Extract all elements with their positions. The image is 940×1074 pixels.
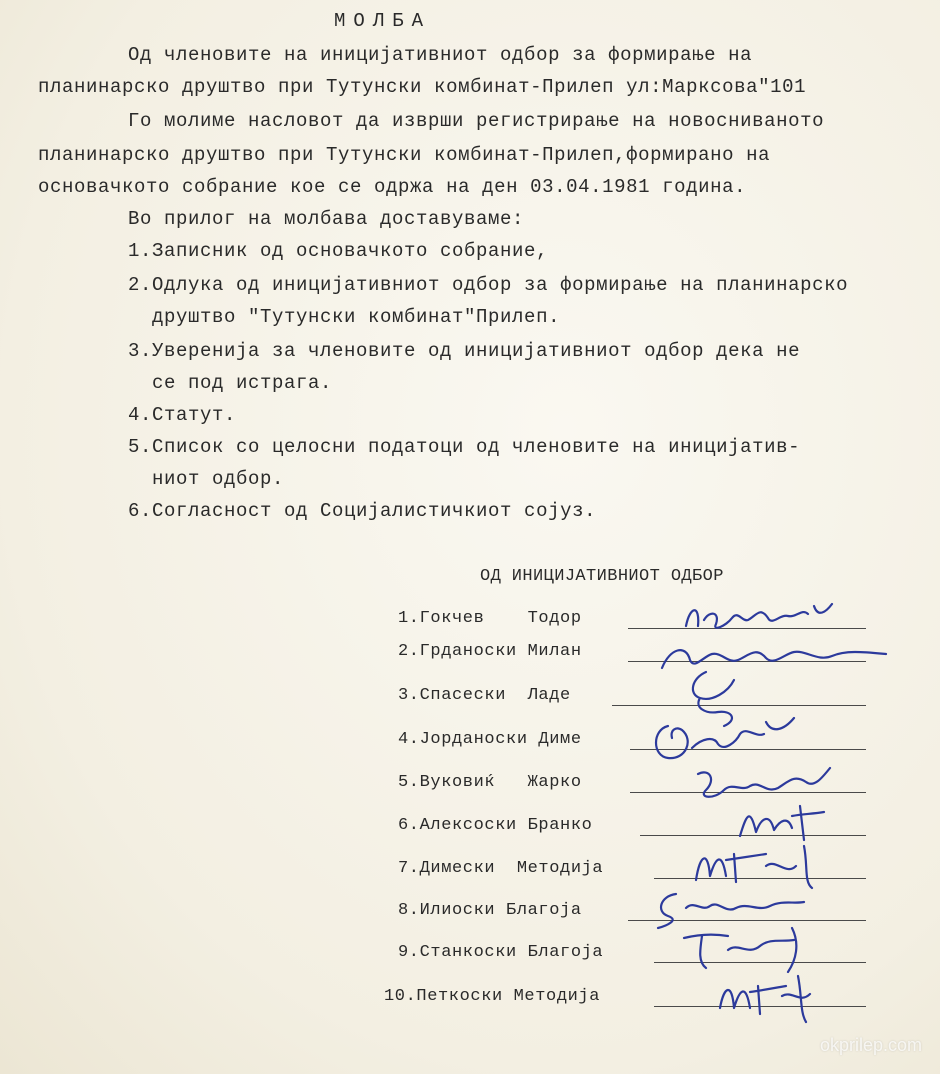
attachment-item: друштво "Тутунски комбинат"Прилеп. — [128, 306, 561, 328]
attachment-item: 5.Список со целосни податоци од членовите на иницијатив- — [128, 436, 801, 458]
member-name: 3.Спасески Ладе — [398, 686, 571, 705]
member-name: 5.Вуковиќ Жарко — [398, 773, 582, 792]
member-name: 10.Петкоски Методија — [384, 987, 601, 1006]
document-title: МОЛБА — [334, 10, 432, 32]
member-name: 8.Илиоски Благоја — [398, 901, 582, 920]
attachment-item: се под истрага. — [128, 372, 333, 394]
signature-10 — [710, 968, 830, 1028]
member-name: 6.Алексоски Бранко — [398, 816, 593, 835]
committee-heading: ОД ИНИЦИЈАТИВНИОТ ОДБОР — [480, 567, 724, 586]
member-name: 4.Јорданоски Диме — [398, 730, 582, 749]
attachment-item: 4.Статут. — [128, 404, 237, 426]
member-name: 1.Гокчев Тодор — [398, 609, 582, 628]
intro-line-6: Во прилог на молбава доставуваме: — [128, 208, 525, 230]
attachment-item: 2.Одлука од иницијативниот одбор за формирање на планинарско — [128, 274, 849, 296]
intro-line-4: планинарско друштво при Тутунски комбинат-Прилеп,формирано на — [38, 144, 771, 166]
intro-line-2: планинарско друштво при Тутунски комбинат-Прилеп ул:Марксова"101 — [38, 76, 807, 98]
intro-line-3: Го молиме насловот да изврши регистрирање на новосниваното — [128, 110, 825, 132]
intro-line-1: Од членовите на иницијативниот одбор за формирање на — [128, 44, 753, 66]
watermark: okprilep.com — [819, 1035, 922, 1055]
signature-4 — [646, 708, 806, 768]
member-name: 2.Грданоски Милан — [398, 642, 582, 661]
attachment-item: 6.Согласност од Социјалистичкиот сојуз. — [128, 500, 597, 522]
attachment-item: 3.Уверенија за членовите од иницијативниот одбор дека не — [128, 340, 801, 362]
member-name: 9.Станкоски Благоја — [398, 943, 604, 962]
member-name: 7.Димески Методија — [398, 859, 604, 878]
attachment-item: 1.Записник од основачкото собрание, — [128, 240, 549, 262]
attachment-item: ниот одбор. — [128, 468, 285, 490]
intro-line-5: основачкото собрание кое се одржа на ден 03.04.1981 година. — [38, 176, 747, 198]
